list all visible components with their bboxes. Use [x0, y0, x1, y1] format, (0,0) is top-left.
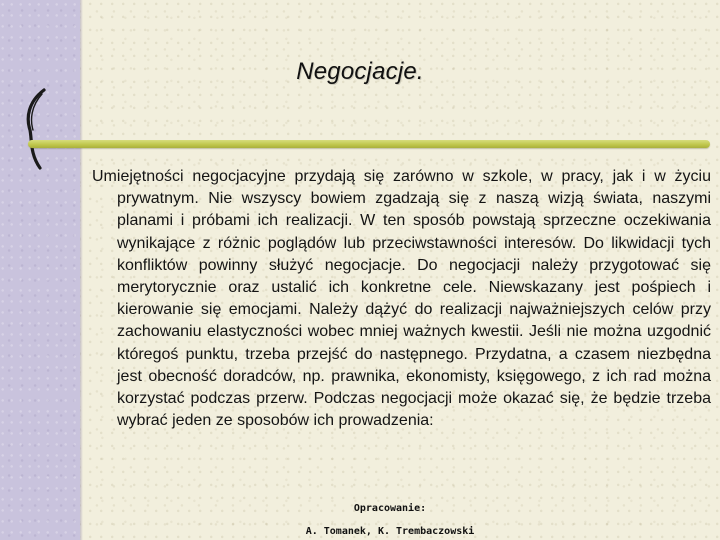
credit-label: Opracowanie:: [353, 503, 427, 514]
side-band-edge: [80, 0, 83, 540]
accent-divider: [28, 140, 710, 148]
slide-title: Negocjacje.: [296, 58, 424, 85]
credit-authors: A. Tomanek, K. Trembaczowski: [305, 526, 475, 537]
decorative-side-band: [0, 0, 80, 540]
slide-body-text: Umiejętności negocjacyjne przydają się zarówno w szkole, w pracy, jak i w życiu prywatnym. Nie wszyscy bowiem zgadzają się z naszą wizją świata, naszymi planami i próbami ich realizacji. W ten sposób powstają sprzeczne oczekiwania wynikające z różnic poglądów lub przeciwstawności interesów. Do likwidacji tych konfliktów powinny służyć negocjacje. Do negocjacji należy przygotować się merytorycznie oraz ustalić ich konkretne cele. Niewskazany jest pośpiech i kierowanie się emocjami. Należy dążyć do realizacji najważniejszych celów przy zachowaniu elastyczności wobec mniej ważnych kwestii. Jeśli nie można uzgodnić któregoś punktu, trzeba przejść do następnego. Przydatna, a czasem niezbędna jest obecność doradców, np. prawnika, ekonomisty, księgowego, z ich rad można korzystać podczas przerw. Podczas negocjacji może okazać się, że będzie trzeba wybrać jeden ze sposobów ich prowadzenia:: [92, 168, 711, 430]
bracket-ornament: [22, 88, 52, 170]
